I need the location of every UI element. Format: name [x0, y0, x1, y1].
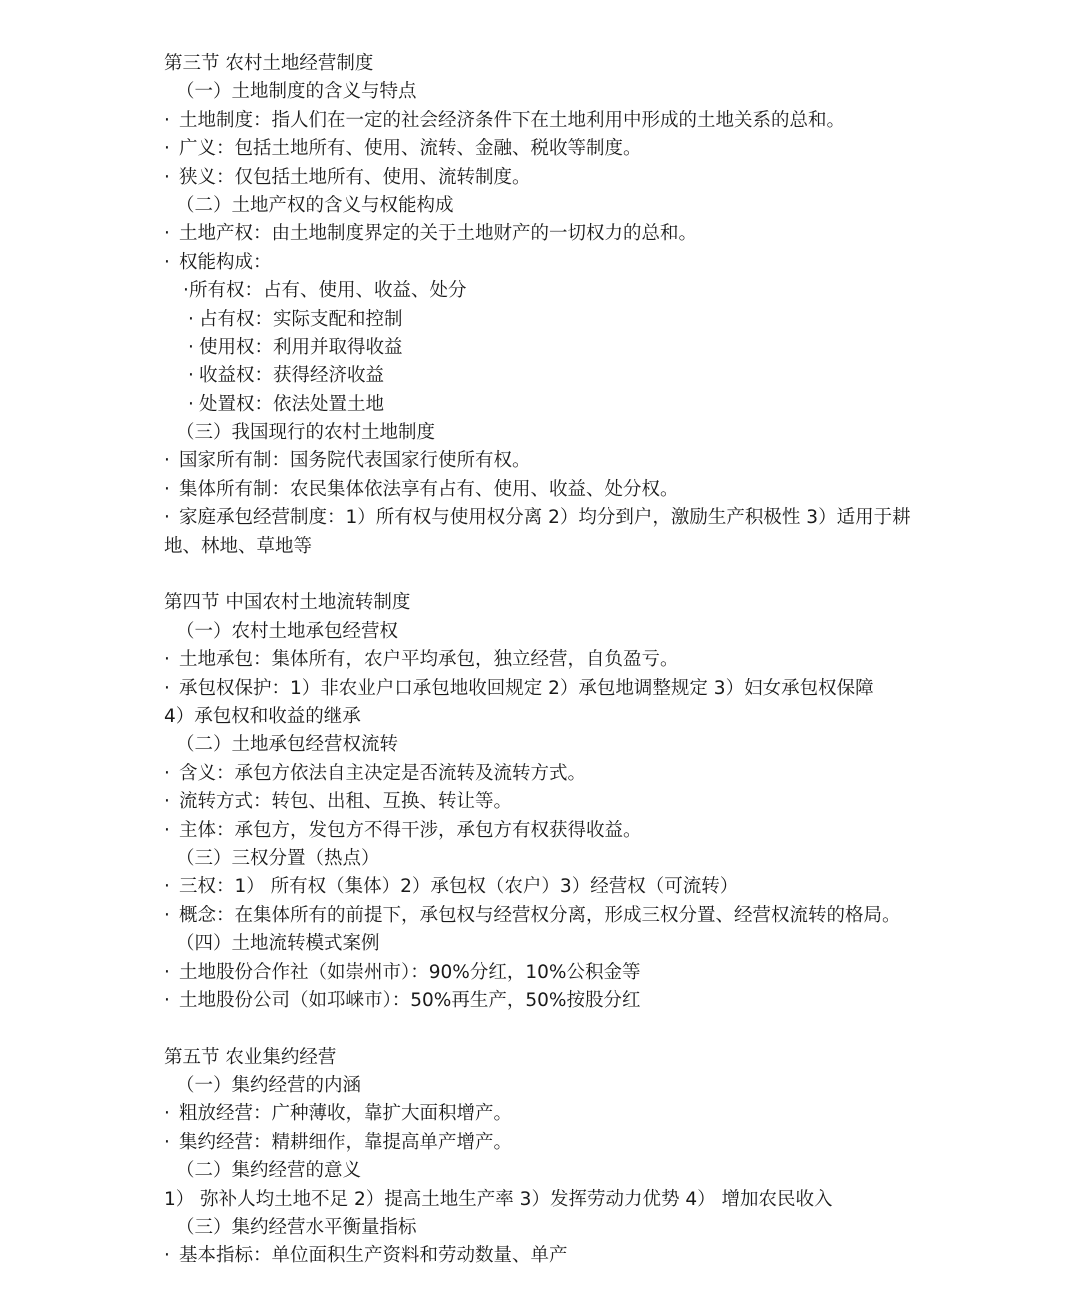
bullet-dot: ·: [164, 961, 170, 983]
subsection-heading: [176, 1214, 1080, 1242]
line-text: 基本指标：单位面积生产资料和劳动数量、单产: [179, 1245, 568, 1267]
section-title: 第三节 农村土地经营制度: [164, 53, 374, 74]
bullet-dot: ·: [164, 251, 170, 273]
bullet-item: [164, 107, 1080, 135]
bullet-item: [164, 902, 1080, 930]
line-text: 国家所有制：国务院代表国家行使所有权。: [179, 450, 531, 472]
subsection-heading: [176, 1072, 1080, 1100]
line-text: （三）我国现行的农村土地制度: [176, 422, 436, 444]
bullet-item: [164, 135, 1080, 163]
bullet-item: [164, 675, 1080, 703]
line-text: 狭义：仅包括土地所有、使用、流转制度。: [179, 166, 531, 188]
bullet-dot: ·: [164, 677, 170, 699]
continued-text: [164, 533, 1080, 561]
line-text: （一）土地制度的含义与特点: [176, 81, 417, 103]
line-text: 地、林地、草地等: [164, 535, 313, 557]
line-text: 家庭承包经营制度：1）所有权与使用权分离 2）均分到户，激励生产积极性 3）适用于耕: [179, 507, 911, 529]
bullet-dot: ·: [164, 478, 170, 500]
bullet-item: [164, 1129, 1080, 1157]
subsection-heading: [176, 845, 1080, 873]
bullet-dot: ·: [164, 166, 170, 188]
subsection-heading: [176, 419, 1080, 447]
bullet-dot: ·: [188, 393, 194, 415]
bullet-dot: ·: [164, 223, 170, 245]
subsection-heading: [176, 618, 1080, 646]
line-text: 处置权：依法处置土地: [199, 393, 385, 415]
numbered-list: [164, 1186, 1080, 1214]
line-text: 收益权：获得经济收益: [199, 365, 385, 387]
bullet-dot: ·: [164, 1103, 170, 1125]
bullet-dot: ·: [164, 109, 170, 131]
bullet-item: [164, 476, 1080, 504]
bullet-dot: ·: [164, 762, 170, 784]
subsection-heading: [176, 930, 1080, 958]
bullet-item: [164, 504, 1080, 532]
line-text: 使用权：利用并取得收益: [199, 336, 403, 358]
bullet-dot: ·: [164, 1245, 170, 1267]
line-text: 集体所有制：农民集体依法享有占有、使用、收益、处分权。: [179, 478, 679, 500]
line-text: 土地股份公司（如邛崃市）：50%再生产，50%按股分红: [179, 989, 641, 1011]
bullet-item: [164, 164, 1080, 192]
bullet-dot: ·: [188, 336, 194, 358]
line-text: 流转方式：转包、出租、互换、转让等。: [179, 791, 513, 813]
bullet-dot: ·: [164, 989, 170, 1011]
line-text: 概念：在集体所有的前提下，承包权与经营权分离，形成三权分置、经营权流转的格局。: [179, 904, 901, 926]
sub-bullet-item: [183, 391, 1080, 419]
line-text: 粗放经营：广种薄收，靠扩大面积增产。: [179, 1103, 513, 1125]
line-text: （一）农村土地承包经营权: [176, 620, 399, 642]
subsection-heading: [176, 192, 1080, 220]
sub-bullet-item: [183, 362, 1080, 390]
line-text: 4）承包权和收益的继承: [164, 705, 361, 727]
bullet-dot: ·: [164, 450, 170, 472]
line-text: 土地股份合作社（如崇州市）：90%分红，10%公积金等: [179, 961, 641, 983]
line-text: 土地制度：指人们在一定的社会经济条件下在土地利用中形成的土地关系的总和。: [179, 109, 846, 131]
bullet-item: [164, 987, 1080, 1015]
bullet-dot: ·: [164, 1131, 170, 1153]
bullet-dot: ·: [183, 280, 189, 302]
line-text: （三）三权分置（热点）: [176, 847, 380, 869]
bullet-dot: ·: [164, 138, 170, 160]
line-text: 所有权：占有、使用、收益、处分: [189, 280, 467, 302]
line-text: （二）土地产权的含义与权能构成: [176, 194, 454, 216]
bullet-item: [164, 646, 1080, 674]
sub-bullet-item: [183, 277, 1080, 305]
bullet-item: [164, 817, 1080, 845]
continued-text: [164, 703, 1080, 731]
bullet-item: [164, 760, 1080, 788]
bullet-dot: ·: [164, 649, 170, 671]
line-text: 广义：包括土地所有、使用、流转、金融、税收等制度。: [179, 138, 642, 160]
line-text: 承包权保护：1）非农业户口承包地收回规定 2）承包地调整规定 3）妇女承包权保障: [179, 677, 874, 699]
bullet-dot: ·: [164, 876, 170, 898]
line-text: （二）集约经营的意义: [176, 1160, 362, 1182]
line-text: 三权：1） 所有权（集体）2）承包权（农户）3）经营权（可流转）: [179, 876, 739, 898]
bullet-item: [164, 249, 1080, 277]
sub-bullet-item: [183, 306, 1080, 334]
subsection-heading: [176, 78, 1080, 106]
bullet-item: [164, 220, 1080, 248]
bullet-dot: ·: [164, 791, 170, 813]
bullet-dot: ·: [164, 904, 170, 926]
subsection-heading: [176, 731, 1080, 759]
bullet-item: [164, 1242, 1080, 1270]
bullet-dot: ·: [164, 819, 170, 841]
bullet-dot: ·: [188, 365, 194, 387]
line-text: 集约经营：精耕细作，靠提高单产增产。: [179, 1131, 513, 1153]
section-title: 第五节 农业集约经营: [164, 1046, 337, 1068]
line-text: 主体：承包方，发包方不得干涉，承包方有权获得收益。: [179, 819, 642, 841]
line-text: 占有权：实际支配和控制: [199, 308, 403, 330]
line-text: （三）集约经营水平衡量指标: [176, 1217, 417, 1239]
subsection-heading: [176, 1157, 1080, 1185]
line-text: （四）土地流转模式案例: [176, 933, 380, 955]
line-text: 含义：承包方依法自主决定是否流转及流转方式。: [179, 762, 587, 784]
bullet-item: [164, 959, 1080, 987]
bullet-item: [164, 873, 1080, 901]
line-text: 1） 弥补人均土地不足 2）提高土地生产率 3）发挥劳动力优势 4） 增加农民收入: [164, 1188, 833, 1210]
line-text: （一）集约经营的内涵: [176, 1075, 362, 1097]
bullet-item: [164, 447, 1080, 475]
section-spacer: [0, 1015, 1080, 1043]
bullet-dot: ·: [164, 507, 170, 529]
section-spacer: [0, 561, 1080, 589]
line-text: 权能构成：: [179, 251, 272, 273]
bullet-dot: ·: [188, 308, 194, 330]
sub-bullet-item: [183, 334, 1080, 362]
line-text: 土地承包：集体所有，农户平均承包，独立经营，自负盈亏。: [179, 649, 679, 671]
line-text: 土地产权：由土地制度界定的关于土地财产的一切权力的总和。: [179, 223, 698, 245]
bullet-item: [164, 788, 1080, 816]
line-text: （二）土地承包经营权流转: [176, 734, 399, 756]
section-title: 第四节 中国农村土地流转制度: [164, 592, 411, 614]
bullet-item: [164, 1100, 1080, 1128]
